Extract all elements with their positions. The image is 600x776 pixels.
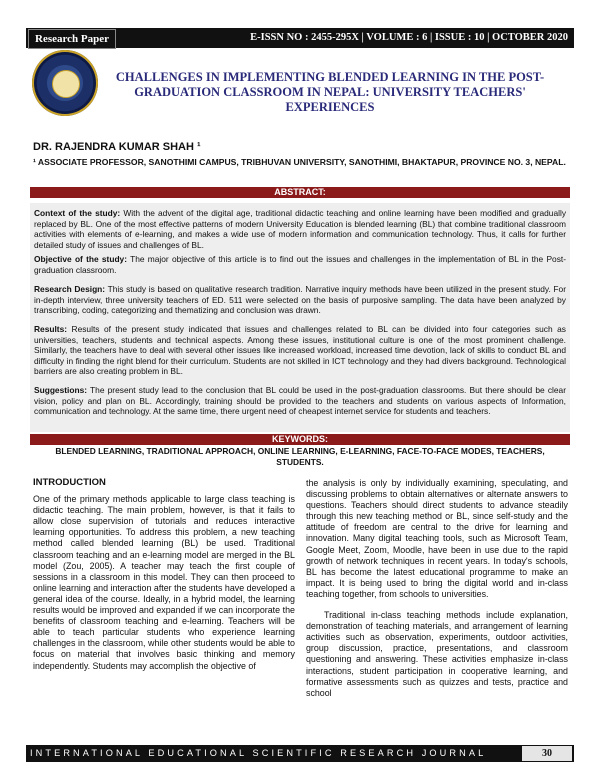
suggestions-label: Suggestions:	[34, 385, 88, 395]
context-label: Context of the study:	[34, 208, 121, 218]
abstract-design	[34, 284, 566, 316]
abstract-context	[34, 208, 566, 250]
abstract-suggestions	[34, 385, 566, 417]
right-column	[306, 478, 568, 699]
design-text: This study is based on qualitative research tradition. Narrative inquiry methods have been utilized in the present study. For in-depth interview, three university teachers of ED. 511 were selected on the basis of purposive sampling. The data have been analyzed by transcribing, coding, categorizing and thematizing and conclusion was drawn.	[34, 284, 566, 316]
abstract-results	[34, 324, 566, 377]
objective-text: The major objective of this article is to find out the issues and challenges in the implementation of BL in the Post-graduation classroom.	[34, 254, 567, 275]
seal-center	[52, 70, 80, 98]
issn-volume-line: E-ISSN NO : 2455-295X | VOLUME : 6 | ISSUE : 10 | OCTOBER 2020	[250, 32, 568, 43]
abstract-heading: ABSTRACT:	[30, 187, 570, 198]
left-column	[33, 477, 295, 672]
abstract-objective	[34, 254, 566, 275]
suggestions-text: The present study lead to the conclusion that BL could be used in the post-graduation classrooms. But there should be clear vision, policy and plan on BL. Accordingly, training should be provided to the teachers and students on various aspects of Information, communication and technology. At the same time, there urgent need of cheapest internet service for students and teachers.	[34, 385, 566, 417]
context-text: With the advent of the digital age, traditional didactic teaching and online learning have been modified and gradually replaced by BL. One of the most effective patterns of modern University Education is blended learning (BL) that combine traditional classroom activities with elements of e-learning, and makes a wide use of modern information and communication technology. Thus, it calls for further detailed study of issues and challenges of BL.	[34, 208, 567, 250]
author-affiliation: ¹ ASSOCIATE PROFESSOR, SANOTHIMI CAMPUS, TRIBHUVAN UNIVERSITY, SANOTHIMI, BHAKTAPUR, PROVINCE NO. 3, NEPAL.	[33, 157, 566, 167]
results-text: Results of the present study indicated that issues and challenges related to BL can be divided into four categories such as universities, teachers, students and technical aspects. Among these issues, institutional culture is one of the most prominent challenge. Similarly, the teachers have to deal with several other issues like increased workload, increased time devotion, lack of skills to conduct BL and difficulty in finding the right blend for their curriculum. Students are not skilled in ICT technology and they had divers background. Technological barriers are also creating problem in BL.	[34, 324, 566, 377]
objective-label: Objective of the study:	[34, 254, 128, 264]
keywords-list: BLENDED LEARNING, TRADITIONAL APPROACH, ONLINE LEARNING, E-LEARNING, FACE-TO-FACE MODES, TEACHERS, STUDENTS.	[55, 446, 545, 467]
keywords-heading: KEYWORDS:	[30, 434, 570, 445]
page-number: 30	[522, 746, 572, 761]
design-label: Research Design:	[34, 284, 106, 294]
research-paper-tag: Research Paper	[28, 29, 116, 49]
journal-seal-icon	[32, 50, 98, 116]
author-name: DR. RAJENDRA KUMAR SHAH ¹	[33, 141, 201, 153]
body-paragraph-2: Traditional in-class teaching methods include explanation, demonstration of teaching materials, and arrangement of learning activities such as observation, experiments, outdoor activities, group discussion, practice, presentations, and classroom questioning and answering. These activities emphasize in-class interactions, student participation in cooperative learning, and formative assessments such as quizzes and tests, practice and school	[306, 610, 568, 698]
intro-paragraph: One of the primary methods applicable to large class teaching is didactic teaching. The main problem, however, is that it fails to allow close supervision of tutorials and reduces interactive learning opportunities. To address this problem, a new teaching method called blended learning (BL) be used. Traditional classroom teaching and an e-learning model are merged in the BL model (Zou, 2005). A teacher may teach the first couple of sessions in a classroom in this model. They can then proceed to online learning and interaction after the students have developed a general idea of the course. Ideally, in a hybrid model, the learning results would be improved and expanded if we can incorporate the benefits of classroom teaching and e-learning. Teachers will be able to teach particular students who experience learning challenges in the classroom, while other students would be able to focus on material that involves basic thinking and memory independently. Students may accomplish the objective of	[33, 494, 295, 671]
journal-name: INTERNATIONAL EDUCATIONAL SCIENTIFIC RESEARCH JOURNAL	[30, 748, 487, 758]
body-paragraph-1: the analysis is only by individually examining, speculating, and discussing problems to obtain alternatives or alternate answers to questions. Teachers should direct students to advance steadily through this new teaching method or BL, since self-study and the attitude of freedom are central to the drive for learning and innovation. Many digital teaching tools, such as Microsoft Team, Google Meet, Zoom, Moodle, have been in use due to the rapid growth of network techniques in recent years. In today's schools, BL has become the latest educational programme to make an impact. It is being used to bring the digital world and in-class teaching together, from schools to universities.	[306, 478, 568, 599]
paper-title: CHALLENGES IN IMPLEMENTING BLENDED LEARNING IN THE POST-GRADUATION CLASSROOM IN NEPAL: UNIVERSITY TEACHERS' EXPERIENCES	[115, 70, 545, 114]
section-heading-introduction: INTRODUCTION	[33, 477, 106, 488]
results-label: Results:	[34, 324, 68, 334]
